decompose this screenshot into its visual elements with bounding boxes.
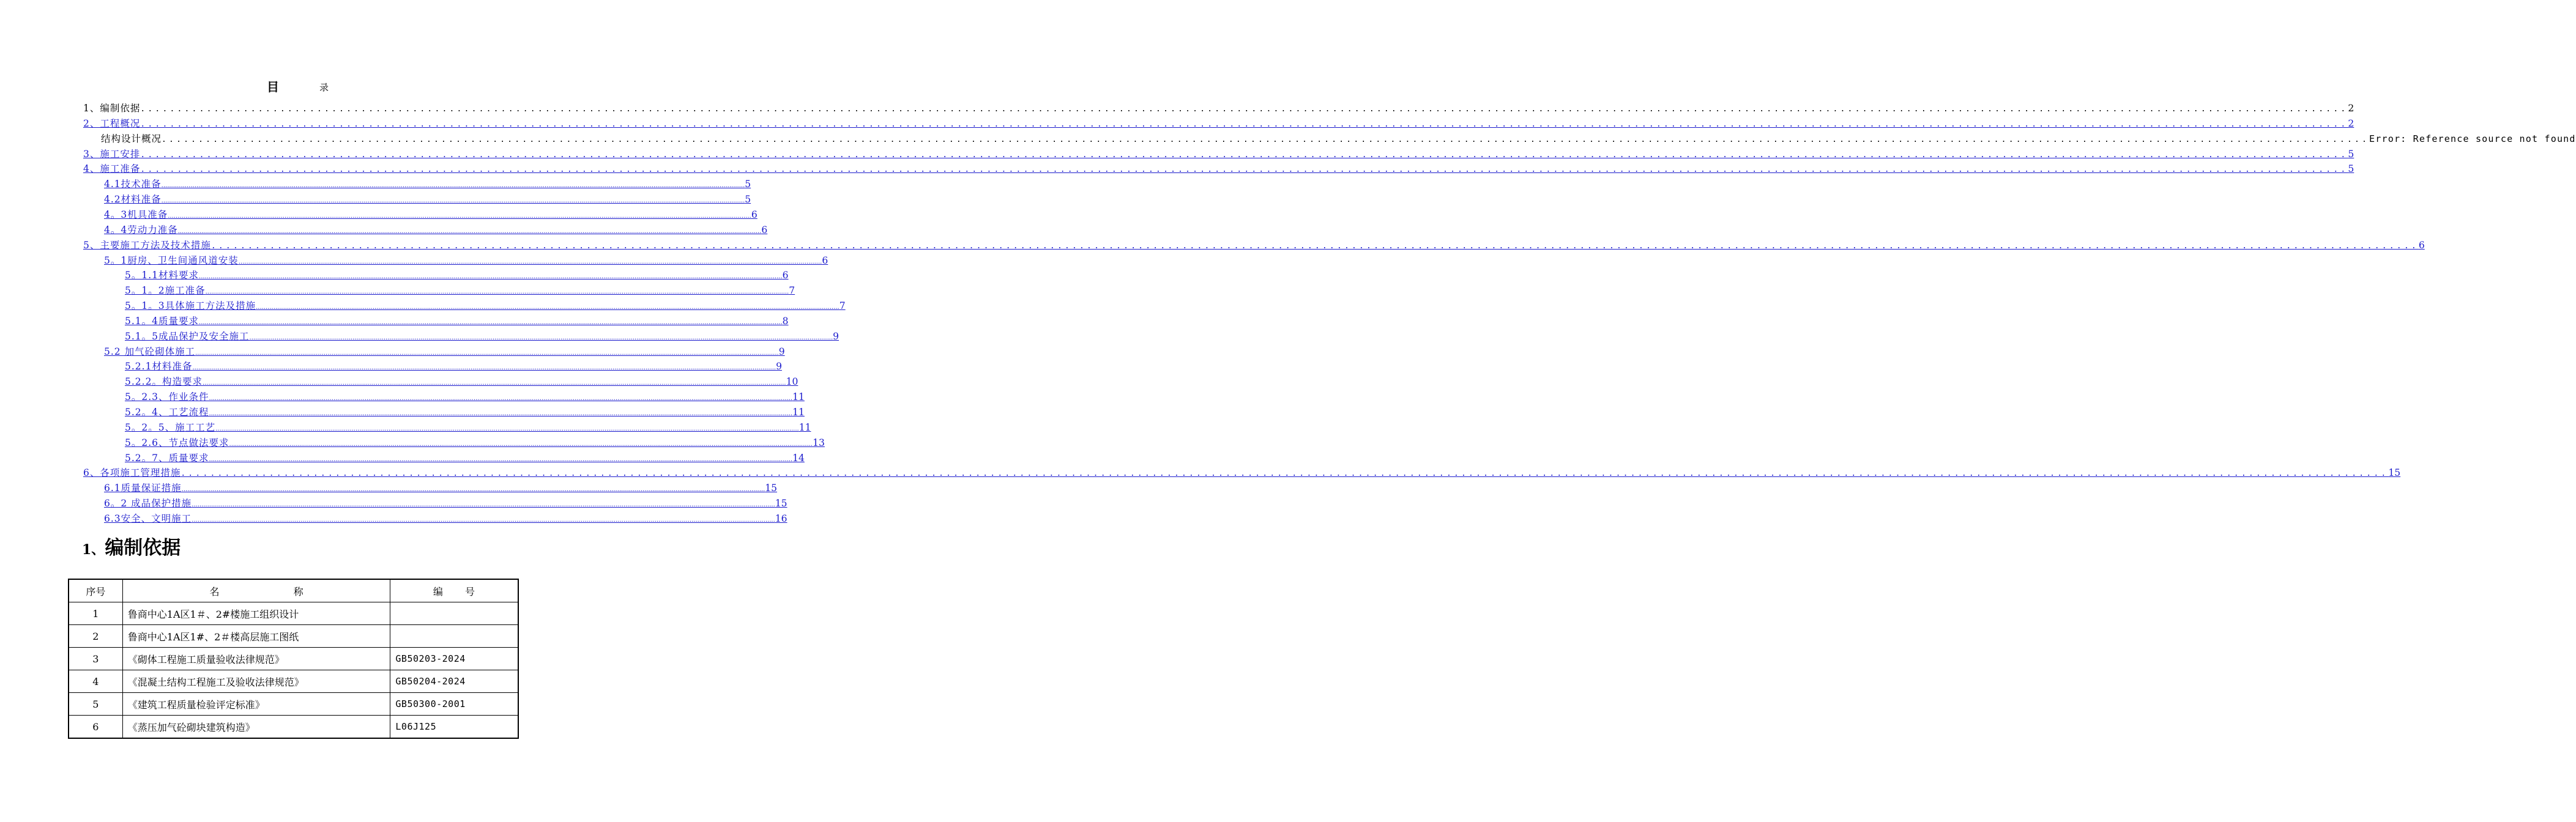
toc-entry-label: 5。1。2施工准备 [125, 285, 206, 296]
toc-entry-label: 5。2.3、作业条件 [125, 391, 209, 402]
table-row [69, 625, 518, 648]
cell-no: 6 [69, 716, 122, 739]
toc-entry-label: 5.2。7、质量要求 [125, 453, 209, 464]
toc-entry[interactable] [104, 481, 778, 495]
toc-entry[interactable] [83, 117, 2355, 130]
toc-entry-label: 4。3机具准备 [104, 209, 168, 220]
toc-entry[interactable] [125, 268, 789, 282]
toc-dot-leader: ............................................................................................................................................................................................................................................................................................................ [162, 135, 2370, 144]
toc-entry[interactable] [83, 466, 2401, 480]
toc-dot-leader: ............................................................................................................................................................................................................................................................................................................ [140, 150, 2348, 160]
table-row [69, 648, 518, 670]
toc-entry-label: 4、施工准备 [83, 163, 141, 174]
toc-entry[interactable] [125, 405, 805, 419]
toc-entry-page: 8 [782, 316, 789, 327]
toc-entry-page: 5 [745, 179, 751, 190]
table-row [69, 670, 518, 693]
toc-dot-leader: ............................................................................................................................................................................................................................................................................................................ [238, 259, 822, 265]
cell-name: 《建筑工程质量检验评定标准》 [122, 693, 390, 716]
toc-entry-label: 5。1.1材料要求 [125, 270, 199, 281]
toc-dot-leader: ............................................................................................................................................................................................................................................................................................................ [256, 304, 839, 311]
table-header-row [69, 579, 518, 602]
toc-entry[interactable] [104, 345, 785, 358]
toc-dot-leader: ............................................................................................................................................................................................................................................................................................................ [195, 350, 779, 357]
toc-entry[interactable] [104, 193, 751, 206]
basis-table [68, 579, 519, 739]
toc-entry[interactable] [104, 177, 751, 191]
toc-entry-page: 16 [775, 513, 787, 524]
toc-entry-page: 9 [833, 331, 839, 342]
toc-entry[interactable] [83, 239, 2425, 252]
toc-entry[interactable] [104, 223, 768, 237]
toc-dot-leader: ............................................................................................................................................................................................................................................................................................................ [192, 517, 775, 524]
toc-entry[interactable] [125, 451, 805, 465]
cell-no: 5 [69, 693, 122, 716]
toc-dot-leader: ............................................................................................................................................................................................................................................................................................................ [181, 469, 2389, 478]
toc-entry-label: 6、各项施工管理措施 [83, 467, 181, 478]
cell-code [390, 602, 518, 625]
toc-dot-leader: ............................................................................................................................................................................................................................................................................................................ [161, 198, 745, 204]
toc-entry-page: 6 [782, 270, 789, 281]
toc-entry[interactable] [125, 330, 839, 343]
cell-code: GB50204-2024 [390, 670, 518, 693]
cell-name: 《砌体工程施工质量验收法律规范》 [122, 648, 390, 670]
cell-name: 《蒸压加气砼砌块建筑构造》 [122, 716, 390, 739]
toc-entry[interactable] [125, 375, 798, 388]
toc-dot-leader: ............................................................................................................................................................................................................................................................................................................ [177, 228, 762, 235]
toc-entry[interactable] [83, 147, 2355, 161]
toc-dot-leader: ............................................................................................................................................................................................................................................................................................................ [215, 426, 799, 432]
toc-dot-leader: ............................................................................................................................................................................................................................................................................................................ [140, 105, 2348, 114]
toc-entry[interactable] [125, 436, 825, 450]
toc-entry-label: 6。2 成品保护措施 [104, 498, 192, 509]
toc-entry[interactable] [125, 314, 789, 328]
toc-entry-page: 11 [792, 407, 805, 418]
toc-dot-leader: ............................................................................................................................................................................................................................................................................................................ [199, 273, 783, 280]
toc-dot-leader: ............................................................................................................................................................................................................................................................................................................ [192, 502, 775, 508]
toc-dot-leader: ............................................................................................................................................................................................................................................................................................................ [209, 456, 793, 463]
toc-entry[interactable] [104, 497, 787, 510]
toc-entry-label: 5.2。4、工艺流程 [125, 407, 209, 418]
toc-entry[interactable] [125, 360, 782, 373]
toc-entry-label: 3、施工安排 [83, 149, 141, 160]
toc-entry-label: 5。2.6、节点做法要求 [125, 437, 229, 448]
toc-entry-label: 5.1。4质量要求 [125, 316, 199, 327]
toc-entry-page: 5 [745, 194, 751, 205]
toc-entry-label: 结构设计概况 [101, 133, 162, 144]
toc-dot-leader: ............................................................................................................................................................................................................................................................................................................ [210, 242, 2419, 251]
toc-dot-leader: ............................................................................................................................................................................................................................................................................................................ [140, 120, 2348, 129]
toc-entry [83, 102, 2355, 115]
toc-dot-leader: ............................................................................................................................................................................................................................................................................................................ [205, 289, 789, 295]
toc-entry-page: 6 [822, 255, 828, 266]
toc-entry-label: 5.2.2。构造要求 [125, 376, 203, 387]
toc-entry-page: Error: Reference source not found [2369, 133, 2576, 144]
toc-entry-page: 10 [786, 376, 798, 387]
table-row [69, 602, 518, 625]
cell-code: GB50300-2001 [390, 693, 518, 716]
table-row [69, 693, 518, 716]
toc-dot-leader: ............................................................................................................................................................................................................................................................................................................ [202, 380, 786, 387]
toc-dot-leader: ............................................................................................................................................................................................................................................................................................................ [192, 365, 776, 371]
toc-entry-page: 2 [2348, 103, 2355, 114]
toc-entry[interactable] [125, 284, 795, 297]
toc-dot-leader: ............................................................................................................................................................................................................................................................................................................ [229, 441, 813, 448]
toc-entry-page: 2 [2348, 118, 2355, 129]
toc-entry-label: 5.2 加气砼砌体施工 [104, 346, 196, 357]
toc-dot-leader: ............................................................................................................................................................................................................................................................................................................ [140, 165, 2348, 174]
toc-entry-page: 15 [2388, 467, 2401, 478]
toc-entry[interactable] [104, 208, 758, 221]
toc-entry-page: 6 [761, 224, 768, 235]
toc-entry-page: 14 [792, 453, 805, 464]
toc-entry-page: 5 [2348, 149, 2355, 160]
toc-entry-label: 5.2.1材料准备 [125, 361, 193, 372]
toc-entry [101, 132, 2576, 146]
toc-entry-label: 4.2材料准备 [104, 194, 162, 205]
toc-entry[interactable] [83, 162, 2355, 176]
toc-entry-label: 5、主要施工方法及技术措施 [83, 240, 211, 251]
toc-entry-label: 2、工程概况 [83, 118, 141, 129]
toc-entry-page: 9 [778, 346, 785, 357]
toc-title-char-2: 录 [319, 82, 329, 93]
toc-entry-page: 11 [792, 391, 805, 402]
toc-entry[interactable] [104, 512, 787, 525]
cell-name: 鲁商中心1A区1#、2＃楼高层施工图纸 [122, 625, 390, 648]
toc-dot-leader: ............................................................................................................................................................................................................................................................................................................ [209, 410, 793, 417]
toc-dot-leader: ............................................................................................................................................................................................................................................................................................................ [161, 182, 745, 189]
toc-entry[interactable] [104, 254, 828, 267]
toc-entry[interactable] [125, 299, 846, 313]
toc-entry-page: 15 [775, 498, 787, 509]
cell-no: 4 [69, 670, 122, 693]
toc-entry-label: 4.1技术准备 [104, 179, 162, 190]
toc-entry-page: 7 [789, 285, 795, 296]
toc-entry-label: 5。1厨房、卫生间通风道安装 [104, 255, 239, 266]
cell-code: GB50203-2024 [390, 648, 518, 670]
cell-code: L06J125 [390, 716, 518, 739]
toc-entry-page: 7 [839, 300, 846, 311]
table-row [69, 716, 518, 739]
toc-entry-label: 6.1质量保证措施 [104, 483, 182, 494]
toc-dot-leader: ............................................................................................................................................................................................................................................................................................................ [181, 486, 765, 493]
toc-entry[interactable] [125, 390, 805, 404]
toc-entry-page: 15 [765, 483, 778, 494]
toc-entry-label: 1、编制依据 [83, 103, 141, 114]
toc-title-char-1: 目 [267, 80, 279, 94]
toc-entry-page: 6 [751, 209, 758, 220]
toc-dot-leader: ............................................................................................................................................................................................................................................................................................................ [249, 335, 833, 341]
toc-entry-label: 5。1。3具体施工方法及措施 [125, 300, 256, 311]
toc-title [0, 77, 581, 95]
toc-dot-leader: ............................................................................................................................................................................................................................................................................................................ [209, 395, 793, 402]
cell-no: 3 [69, 648, 122, 670]
header-name: 名 称 [122, 579, 390, 602]
toc-entry-page: 6 [2418, 240, 2425, 251]
cell-no: 1 [69, 602, 122, 625]
toc-entry-page: 13 [813, 437, 825, 448]
header-no: 序号 [69, 579, 122, 602]
cell-name: 《混凝土结构工程施工及验收法律规范》 [122, 670, 390, 693]
section-number: 1、 [82, 542, 105, 558]
toc-entry-page: 5 [2348, 163, 2355, 174]
section-heading [82, 533, 181, 563]
toc-entry-page: 9 [776, 361, 782, 372]
cell-code [390, 625, 518, 648]
toc-entry-label: 4。4劳动力准备 [104, 224, 178, 235]
cell-no: 2 [69, 625, 122, 648]
toc-entry-page: 11 [798, 422, 811, 433]
toc-entry[interactable] [125, 421, 811, 434]
toc-entry-label: 6.3安全、文明施工 [104, 513, 192, 524]
section-title: 编制依据 [105, 537, 181, 559]
header-code: 编 号 [390, 579, 518, 602]
toc-dot-leader: ............................................................................................................................................................................................................................................................................................................ [168, 213, 751, 220]
toc-entry-label: 5。2。5、施工工艺 [125, 422, 216, 433]
cell-name: 鲁商中心1A区1＃、2#楼施工组织设计 [122, 602, 390, 625]
toc-dot-leader: ............................................................................................................................................................................................................................................................................................................ [199, 319, 783, 326]
toc-entry-label: 5.1。5成品保护及安全施工 [125, 331, 250, 342]
